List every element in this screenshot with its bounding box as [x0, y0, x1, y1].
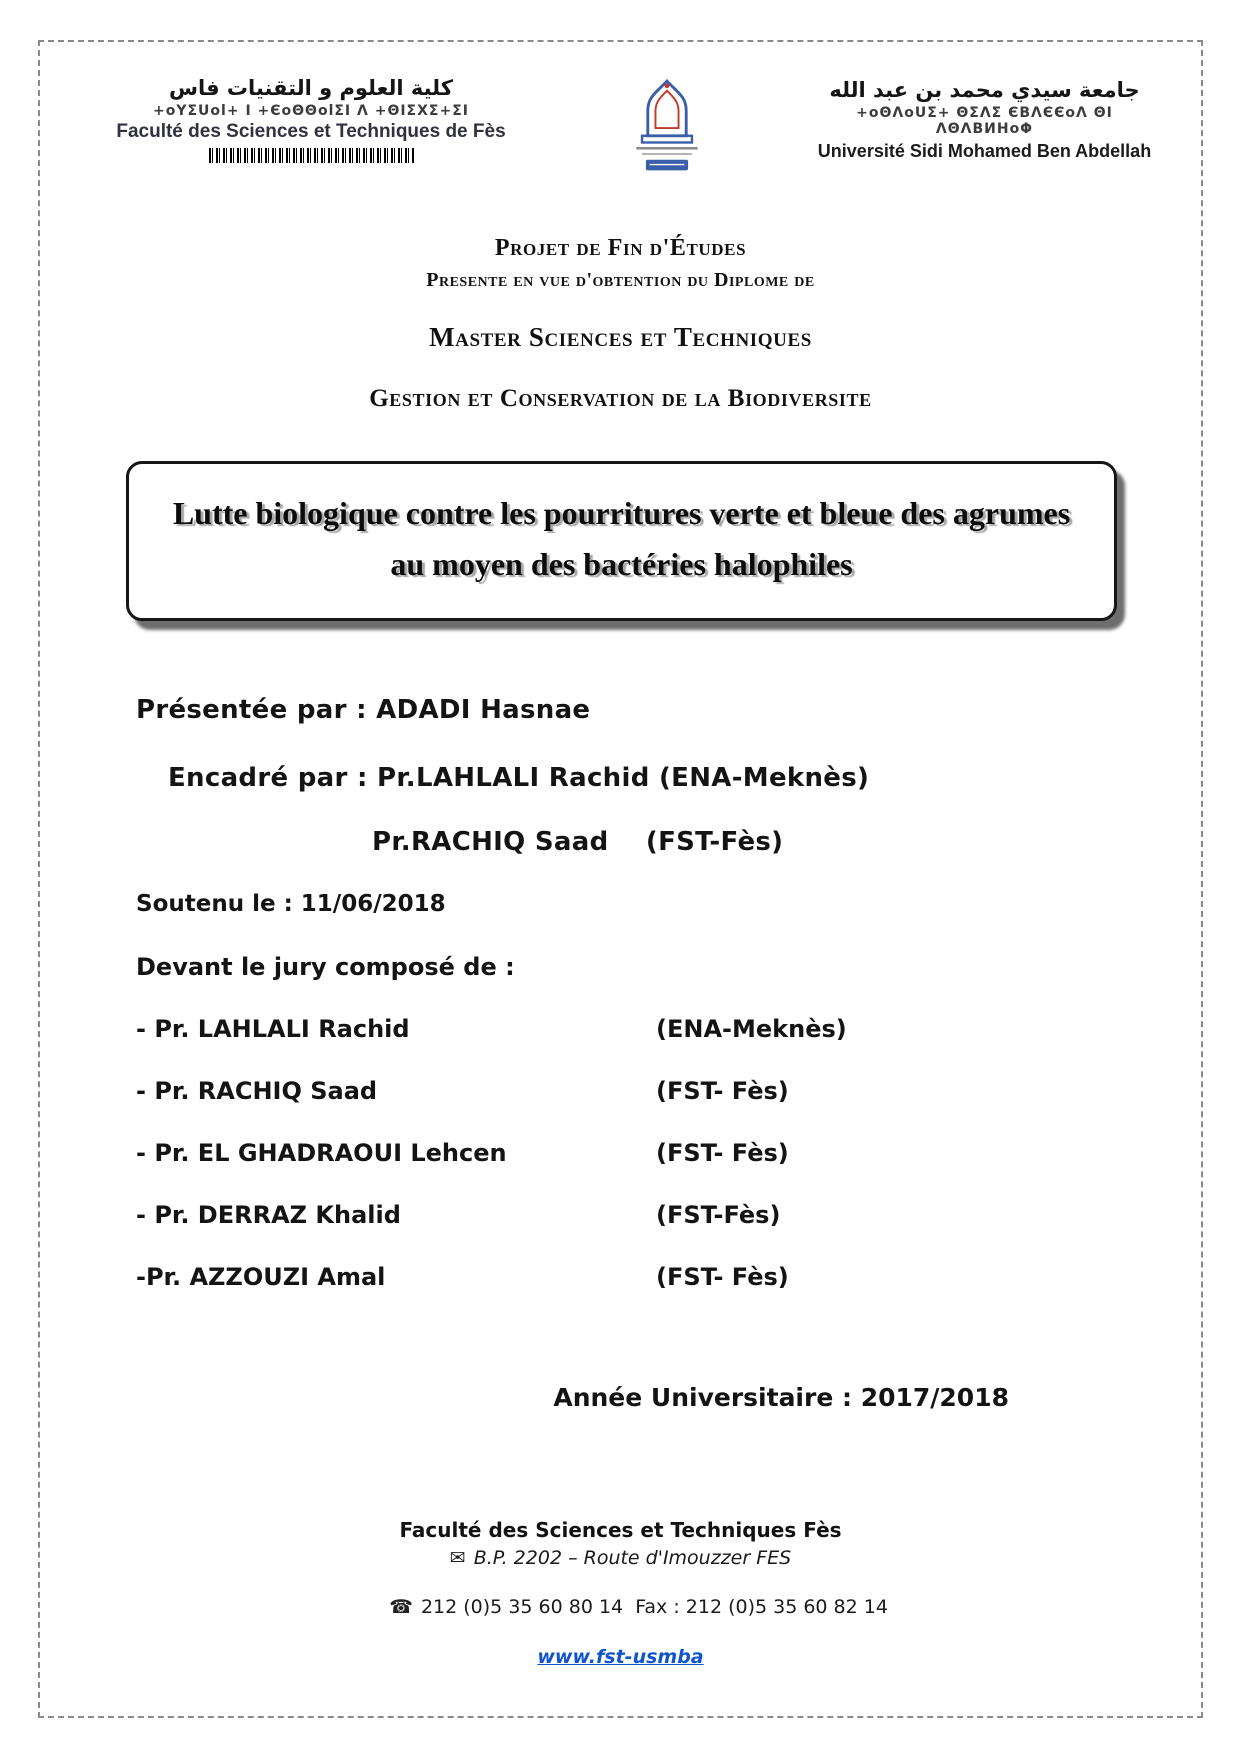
diploma-subheading: Presente en vue d'obtention du Diplome de [426, 269, 815, 291]
envelope-icon: ✉ [449, 1547, 466, 1569]
jury-member-name: - Pr. LAHLALI Rachid [136, 1015, 410, 1044]
footer-address-line [66, 1547, 1175, 1569]
barcode-image [209, 148, 414, 163]
jury-member-name: -Pr. AZZOUZI Amal [136, 1263, 386, 1292]
faculty-block [96, 76, 526, 163]
university-arabic-title: جامعة سيدي محمد بن عبد الله [829, 78, 1140, 102]
thesis-title: Lutte biologique contre les pourritures verte et bleue des agrumes au moyen des bactéries halophiles [172, 495, 1071, 583]
footer-phone-line [66, 1574, 1175, 1640]
document-page [38, 40, 1203, 1718]
jury-row [136, 1201, 1175, 1229]
footer-address: B.P. 2202 – Route d'Imouzzer FES [473, 1547, 792, 1569]
jury-row [136, 1015, 1175, 1043]
footer-institution: Faculté des Sciences et Techniques Fès [399, 1518, 842, 1542]
jury-member-affiliation: (FST- Fès) [656, 1139, 789, 1168]
footer [66, 1518, 1175, 1694]
thesis-details [66, 621, 1175, 1412]
jury-member-affiliation: (FST-Fès) [656, 1201, 781, 1230]
jury-member-name: - Pr. DERRAZ Khalid [136, 1201, 401, 1230]
footer-phone: 212 (0)5 35 60 80 14 Fax : 212 (0)5 35 60 82 14 [420, 1596, 888, 1618]
university-logo [619, 76, 719, 187]
presented-by-line: Présentée par : ADADI Hasnae [136, 695, 591, 726]
faculty-french-name: Faculté des Sciences et Techniques de Fès [116, 121, 506, 142]
university-logo-icon [619, 78, 715, 182]
degree-headings [66, 235, 1175, 413]
phone-icon: ☎ [389, 1596, 413, 1618]
letterhead [66, 68, 1175, 187]
second-supervisor-line: Pr.RACHIQ Saad (FST-Fès) [372, 827, 784, 858]
university-block [812, 76, 1157, 162]
jury-row [136, 1263, 1175, 1291]
jury-member-affiliation: (ENA-Meknès) [656, 1015, 847, 1044]
jury-member-name: - Pr. RACHIQ Saad [136, 1077, 378, 1106]
jury-member-affiliation: (FST- Fès) [656, 1077, 789, 1106]
academic-year-line: Année Universitaire : 2017/2018 [553, 1383, 1009, 1413]
jury-member-affiliation: (FST- Fès) [656, 1263, 789, 1292]
faculty-arabic-title: كلية العلوم و التقنيات فاس [169, 76, 453, 100]
master-heading: Master Sciences et Techniques [429, 322, 812, 352]
defense-date-line: Soutenu le : 11/06/2018 [136, 891, 446, 918]
project-heading: Projet de Fin d'Études [494, 235, 747, 261]
jury-row [136, 1077, 1175, 1105]
faculty-tifinagh-title: +oYΣUol+ I +ЄoΘΘolΣI Λ +ΘIΣXΣ+ΣI [153, 103, 469, 119]
jury-intro-line: Devant le jury composé de : [136, 953, 515, 982]
university-tifinagh-title: +oΘΛoUΣ+ ΘΣΛΣ ЄBΛЄЄoΛ ΘI ΛΘΛBИНoΦ [856, 105, 1113, 137]
supervised-by-line: Encadré par : Pr.LAHLALI Rachid (ENA-Meknès) [168, 763, 870, 794]
jury-row [136, 1139, 1175, 1167]
university-french-name: Université Sidi Mohamed Ben Abdellah [817, 141, 1152, 161]
website-link[interactable]: www.fst-usmba [537, 1646, 704, 1668]
thesis-title-box [126, 461, 1117, 621]
speciality-heading: Gestion et Conservation de la Biodiversite [369, 385, 872, 412]
jury-member-name: - Pr. EL GHADRAOUI Lehcen [136, 1139, 507, 1168]
